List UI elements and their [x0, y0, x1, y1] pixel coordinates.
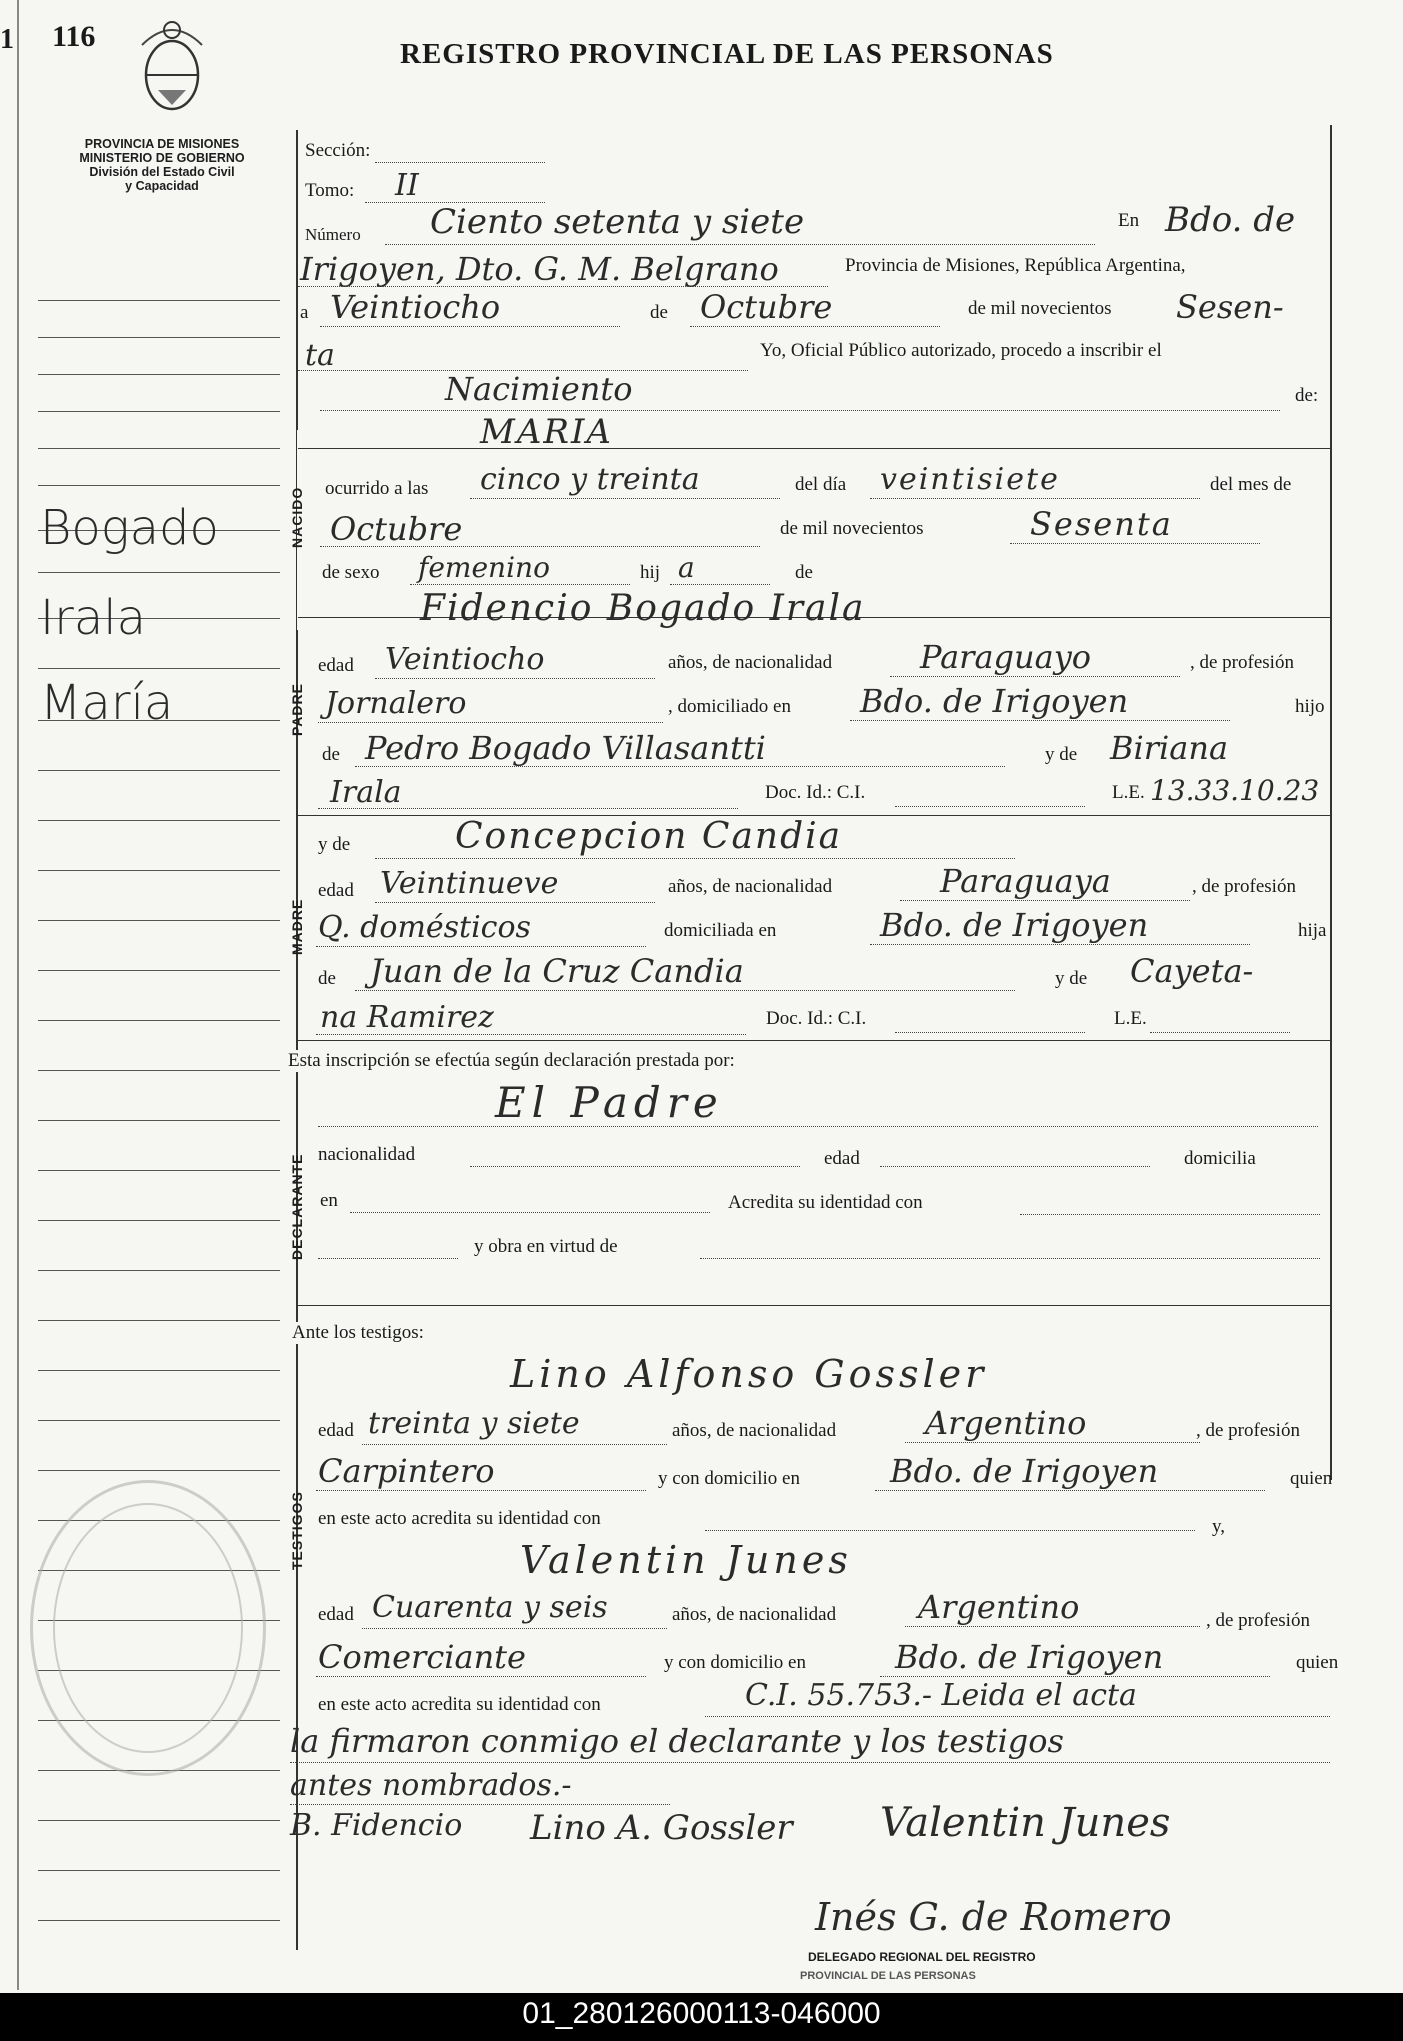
numero-value: Ciento setenta y siete: [430, 202, 805, 242]
padre-nombre: Fidencio Bogado Irala: [420, 588, 866, 629]
madre-le-label: L.E.: [1114, 1008, 1147, 1029]
a-label: a: [300, 302, 309, 323]
madre-doc-field: [895, 1032, 1085, 1033]
mes-field: [690, 326, 940, 327]
dec-en-field: [350, 1212, 710, 1213]
ocurrido-label: ocurrido a las: [325, 478, 429, 499]
seccion-label: Sección:: [305, 140, 371, 161]
office-line-3: División del Estado Civil: [89, 165, 235, 179]
padre-le-label: L.E.: [1112, 782, 1145, 803]
section-label-nacido: NACIDO: [289, 486, 305, 548]
t2-edad-label: edad: [318, 1604, 354, 1625]
delegado-label-2: PROVINCIAL DE LAS PERSONAS: [800, 1970, 976, 1982]
madre-nombre: Concepcion Candia: [455, 816, 843, 857]
dec-obra-field-left: [318, 1258, 458, 1259]
margin-surname-2: Irala: [40, 590, 147, 646]
padre-nac-field: [890, 676, 1180, 677]
madre-le-field: [1150, 1032, 1290, 1033]
padre-profesion: Jornalero: [325, 686, 467, 721]
y-comma-label: y,: [1212, 1516, 1226, 1537]
anio-nac-field: [1010, 543, 1260, 544]
t2-edad-field: [362, 1628, 667, 1629]
delegado-label: DELEGADO REGIONAL DEL REGISTRO: [808, 1950, 1036, 1964]
padre-edad-label: edad: [318, 655, 354, 676]
form-right-border: [1330, 125, 1332, 1480]
padre-nac-label: años, de nacionalidad: [668, 652, 833, 673]
nombre-inscripto: MARIA: [480, 412, 613, 452]
t2-dom-field: [880, 1676, 1270, 1677]
madre-edad-field: [375, 902, 655, 903]
left-tab-number: 1: [0, 24, 14, 55]
cierre-field-1: [290, 1762, 1330, 1763]
padre-dom-field: [850, 720, 1230, 721]
de-mil-label: de mil novecientos: [968, 298, 1112, 319]
madre-y-de-label: y de: [318, 834, 351, 855]
separator-nacido-top: [298, 448, 1330, 449]
madre-nac-field: [900, 900, 1190, 901]
testigo-2-nombre: Valentin Junes: [520, 1538, 852, 1582]
t1-dom-field: [875, 1490, 1265, 1491]
section-label-madre: MADRE: [289, 898, 305, 955]
testigo-2-documento: C.I. 55.753.- Leida el acta: [745, 1678, 1137, 1713]
firma-testigo-1: Lino A. Gossler: [530, 1808, 793, 1848]
dia-inscripcion: Veintiocho: [330, 288, 501, 326]
margin-surname-1: Bogado: [40, 500, 219, 556]
del-dia-label: del día: [795, 474, 847, 495]
hija-label: hija: [1298, 920, 1327, 941]
madre-dom-label: domiciliada en: [664, 920, 777, 941]
mes-nac-field: [320, 546, 760, 547]
ante-testigos-text: Ante los testigos:: [292, 1322, 424, 1343]
padre-le-value: 13.33.10.23: [1150, 774, 1320, 807]
numero-field: [385, 244, 1095, 245]
padre-dom-label: , domiciliado en: [668, 696, 791, 717]
anio-inscripcion-2: ta: [305, 338, 335, 373]
madre-edad: Veintinueve: [380, 866, 559, 901]
madre-madre-nombre-1: Cayeta-: [1130, 952, 1254, 990]
dec-edad-field: [880, 1166, 1150, 1167]
de-colon-label: de:: [1295, 385, 1319, 406]
acto-field: [320, 410, 1280, 411]
t2-nac-field: [905, 1626, 1200, 1627]
madre-profesion: Q. domésticos: [318, 910, 531, 945]
hij-suffix-value: a: [678, 551, 695, 584]
dec-acredita-field: [1020, 1214, 1320, 1215]
hij-field: [670, 584, 770, 585]
padre-madre-nombre-1: Biriana: [1110, 729, 1229, 767]
testigo-1-nacionalidad: Argentino: [925, 1404, 1087, 1442]
provincia-text: Provincia de Misiones, República Argentina,: [845, 255, 1186, 276]
dec-acredita-label: Acredita su identidad con: [728, 1192, 923, 1213]
padre-madre-nombre-2: Irala: [330, 775, 402, 810]
acto-value: Nacimiento: [445, 370, 633, 408]
madre-prof-label: , de profesión: [1192, 876, 1296, 897]
padre-domicilio: Bdo. de Irigoyen: [860, 682, 1129, 720]
cierre-linea-2: antes nombrados.-: [290, 1768, 572, 1803]
binding-edge: [17, 0, 19, 1990]
testigo-2-edad: Cuarenta y seis: [372, 1590, 608, 1625]
madre-nacionalidad: Paraguaya: [940, 862, 1111, 900]
tomo-value: II: [395, 168, 419, 203]
madre-de-label: de: [318, 968, 336, 989]
madre-nombre-field: [375, 858, 1015, 859]
section-label-testigos: TESTIGOS: [289, 1491, 305, 1570]
de-mil-2-label: de mil novecientos: [780, 518, 924, 539]
firma-oficial: Inés G. de Romero: [815, 1895, 1172, 1939]
lugar-field: [298, 286, 828, 287]
padre-de-label: de: [322, 744, 340, 765]
testigo-1-domicilio: Bdo. de Irigoyen: [890, 1452, 1159, 1490]
hora-nacimiento: cinco y treinta: [480, 462, 700, 497]
dia-field: [320, 326, 620, 327]
t1-dom-label: y con domicilio en: [658, 1468, 800, 1489]
t2-dom-label: y con domicilio en: [664, 1652, 806, 1673]
declarante-value: El Padre: [495, 1078, 724, 1127]
section-label-padre: PADRE: [289, 683, 305, 736]
padre-padre-field: [355, 766, 1005, 767]
madre-edad-label: edad: [318, 880, 354, 901]
padre-edad-field: [375, 678, 655, 679]
padre-y-de-label: y de: [1045, 744, 1078, 765]
padre-prof-field: [318, 722, 663, 723]
en-label: En: [1118, 210, 1140, 231]
dec-edad-label: edad: [824, 1148, 860, 1169]
declarante-field: [318, 1126, 1318, 1127]
de-label: de: [650, 302, 668, 323]
dec-nacionalidad-label: nacionalidad: [318, 1144, 416, 1165]
de-2-label: de: [795, 562, 813, 583]
t1-nac-field: [905, 1442, 1200, 1443]
madre-doc-label: Doc. Id.: C.I.: [766, 1008, 867, 1029]
lugar-value-2: Irigoyen, Dto. G. M. Belgrano: [300, 250, 779, 288]
testigo-2-profesion: Comerciante: [318, 1638, 526, 1676]
hijo-label: hijo: [1295, 696, 1325, 717]
t2-acredita-label: en este acto acredita su identidad con: [318, 1694, 601, 1715]
t2-acredita-field: [705, 1716, 1330, 1717]
firma-testigo-2: Valentin Junes: [880, 1800, 1171, 1846]
t1-quien-label: quien: [1290, 1468, 1333, 1489]
office-header: [42, 137, 282, 193]
page-id: 01_280126000113-046000: [522, 1997, 881, 2030]
lugar-value-1: Bdo. de: [1165, 200, 1296, 240]
t1-edad-field: [362, 1444, 667, 1445]
office-line-4: y Capacidad: [125, 179, 199, 193]
hij-label: hij: [640, 562, 661, 583]
testigo-1-profesion: Carpintero: [318, 1452, 495, 1490]
t1-acredita-field: [705, 1530, 1195, 1531]
official-seal-stamp: [30, 1480, 266, 1776]
separator-testigos-top: [298, 1305, 1330, 1306]
esta-inscripcion-text: Esta inscripción se efectúa según declaración prestada por:: [288, 1050, 735, 1071]
testigo-2-domicilio: Bdo. de Irigoyen: [895, 1638, 1164, 1676]
seccion-field: [375, 162, 545, 163]
firma-declarante: B. Fidencio: [290, 1808, 463, 1843]
t2-prof-label: , de profesión: [1206, 1610, 1310, 1631]
madre-madre-nombre-2: na Ramirez: [320, 1000, 494, 1035]
padre-nacionalidad: Paraguayo: [920, 638, 1092, 676]
dec-domicilia-label: domicilia: [1184, 1148, 1256, 1169]
anio-inscripcion-1: Sesen-: [1176, 288, 1284, 326]
coat-of-arms-icon: [132, 10, 212, 120]
dec-en-label: en: [320, 1190, 338, 1211]
mes-inscripcion: Octubre: [700, 288, 833, 326]
dec-obra-field: [700, 1258, 1320, 1259]
yo-oficial-text: Yo, Oficial Público autorizado, procedo a inscribir el: [760, 340, 1162, 361]
page-title: REGISTRO PROVINCIAL DE LAS PERSONAS: [400, 38, 1054, 70]
padre-edad: Veintiocho: [385, 642, 545, 677]
testigo-2-nacionalidad: Argentino: [918, 1588, 1080, 1626]
padre-doc-field: [895, 806, 1085, 807]
office-line-1: PROVINCIA DE MISIONES: [84, 137, 240, 151]
page-number: 116: [52, 20, 96, 53]
numero-label: Número: [305, 225, 361, 244]
sexo-value: femenino: [418, 551, 550, 584]
madre-y-de-label-2: y de: [1055, 968, 1088, 989]
margin-given-name: María: [40, 675, 174, 731]
t1-edad-label: edad: [318, 1420, 354, 1441]
dia-nacimiento: veintisiete: [880, 462, 1060, 497]
separator-declarante-top: [298, 1040, 1330, 1041]
madre-padre-field: [355, 990, 1015, 991]
t2-quien-label: quien: [1296, 1652, 1339, 1673]
mes-nacimiento: Octubre: [330, 510, 463, 548]
section-label-declarante: DECLARANTE: [289, 1153, 305, 1260]
madre-nac-label: años, de nacionalidad: [668, 876, 833, 897]
t2-prof-field: [316, 1676, 646, 1677]
t1-nac-label: años, de nacionalidad: [672, 1420, 837, 1441]
tomo-label: Tomo:: [305, 180, 355, 201]
madre-padre-nombre: Juan de la Cruz Candia: [370, 952, 744, 990]
madre-prof-field: [316, 946, 646, 947]
dec-nac-field: [470, 1166, 800, 1167]
office-line-2: MINISTERIO DE GOBIERNO: [79, 151, 245, 165]
t2-nac-label: años, de nacionalidad: [672, 1604, 837, 1625]
hora-field: [470, 498, 780, 499]
padre-madre-field: [318, 808, 738, 809]
anio-nacimiento: Sesenta: [1030, 505, 1173, 543]
t1-prof-label: , de profesión: [1196, 1420, 1300, 1441]
madre-domicilio: Bdo. de Irigoyen: [880, 906, 1149, 944]
de-sexo-label: de sexo: [322, 562, 380, 583]
testigo-1-nombre: Lino Alfonso Gossler: [510, 1352, 988, 1396]
t1-acredita-label: en este acto acredita su identidad con: [318, 1508, 601, 1529]
cierre-linea-1: la firmaron conmigo el declarante y los testigos: [290, 1722, 1064, 1760]
dia-nac-field: [870, 498, 1200, 499]
t1-prof-field: [316, 1490, 646, 1491]
testigo-1-edad: treinta y siete: [368, 1406, 580, 1441]
del-mes-label: del mes de: [1210, 474, 1292, 495]
madre-madre-field: [316, 1034, 746, 1035]
cierre-field-2: [290, 1804, 670, 1805]
padre-doc-label: Doc. Id.: C.I.: [765, 782, 866, 803]
madre-dom-field: [870, 944, 1250, 945]
dec-obra-label: y obra en virtud de: [474, 1236, 618, 1257]
padre-prof-label: , de profesión: [1190, 652, 1294, 673]
sexo-field: [410, 584, 630, 585]
padre-padre-nombre: Pedro Bogado Villasantti: [365, 729, 766, 767]
